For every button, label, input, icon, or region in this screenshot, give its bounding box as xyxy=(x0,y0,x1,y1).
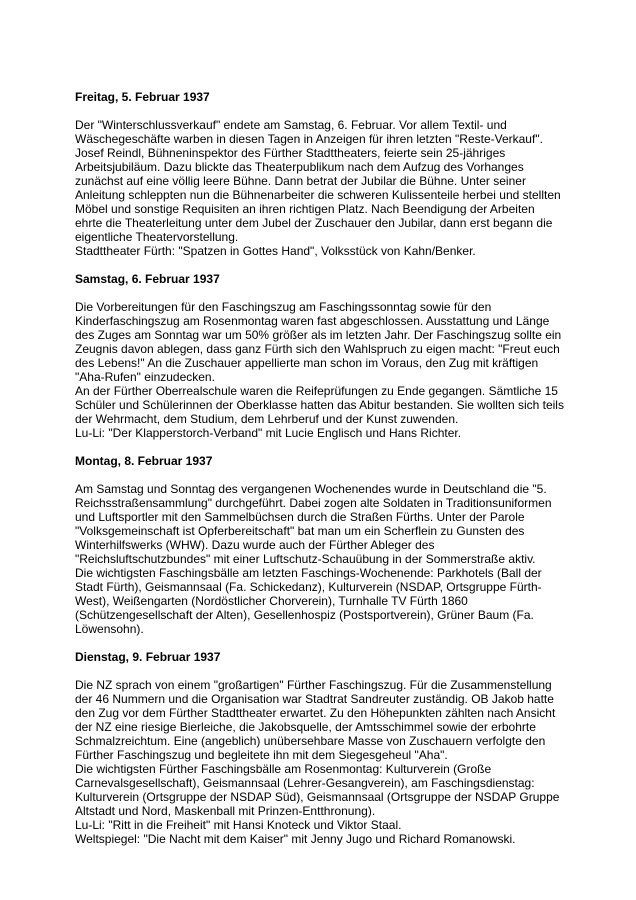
paragraph: An der Fürther Oberrealschule waren die Reifeprüfungen zu Ende gegangen. Sämtliche 15 Schüler und Schülerinnen der Oberklasse hatten das Abitur bestanden. Sie wollten sich teils der Wehrmacht, dem Studium, dem Lehrberuf und der Kunst zuwenden. xyxy=(75,384,564,426)
section-heading: Montag, 8. Februar 1937 xyxy=(75,454,213,468)
section-heading: Samstag, 6. Februar 1937 xyxy=(75,272,220,286)
paragraph: Die Vorbereitungen für den Faschingszug am Faschingssonntag sowie für den Kinderfaschingszug am Rosenmontag waren fast abgeschlossen. Ausstattung und Länge des Zuges am Sonntag war um 50% größer als im letzten Jahr. Der Faschingszug sollte ein Zeugnis davon ablegen, dass ganz Fürth sich den Wahlspruch zu eigen macht: "Freut euch des Lebens!" An die Zuschauer appellierte man schon im Voraus, den Zug mit kräftigen "Aha-Rufen" einzudecken. xyxy=(75,300,562,384)
paragraph: Weltspiegel: "Die Nacht mit dem Kaiser" mit Jenny Jugo und Richard Romanowski. xyxy=(75,832,516,846)
document-content xyxy=(75,90,565,846)
paragraph: Stadttheater Fürth: "Spatzen in Gottes Hand", Volksstück von Kahn/Benker. xyxy=(75,244,476,258)
section-heading: Freitag, 5. Februar 1937 xyxy=(75,90,210,104)
section-heading: Dienstag, 9. Februar 1937 xyxy=(75,650,221,664)
paragraph: Lu-Li: "Der Klapperstorch-Verband" mit Lucie Englisch und Hans Richter. xyxy=(75,426,462,440)
paragraph: Die wichtigsten Faschingsbälle am letzten Faschings-Wochenende: Parkhotels (Ball der Stadt Fürth), Geismannsaal (Fa. Schickedanz), Kulturverein (NSDAP, Ortsgruppe Fürth-West), Weißengarten (Nordöstlicher Chorverein), Turnhalle TV Fürth 1860 (Schützengesellschaft der Alten), Gesellenhospiz (Postsportverein), Grüner Baum (Fa. Löwensohn). xyxy=(75,566,542,636)
section-montag-8-februar-1937 xyxy=(75,454,565,636)
paragraph: Der "Winterschlussverkauf" endete am Samstag, 6. Februar. Vor allem Textil- und Wäschegeschäfte warben in diesen Tagen in Anzeigen für ihren letzten "Reste-Verkauf". Josef Reindl, Bühneninspektor des Fürther Stadttheaters, feierte sein 25-jähriges Arbeitsjubiläum. Dazu blickte das Theaterpublikum nach dem Aufzug des Vorhanges zunächst auf eine völlig leere Bühne. Dann betrat der Jubilar die Bühne. Unter seiner Anleitung schleppten nun die Bühnenarbeiter die schweren Kulissenteile herbei und stellten Möbel und sonstige Requisiten an ihren richtigen Platz. Nach Beendigung der Arbeiten ehrte die Theaterleitung unter dem Jubel der Zuschauer den Jubilar, dann erst begann die eigentliche Theatervorstellung. xyxy=(75,118,561,244)
paragraph: Lu-Li: "Ritt in die Freiheit" mit Hansi Knoteck und Viktor Staal. xyxy=(75,818,402,832)
paragraph: Am Samstag und Sonntag des vergangenen Wochenendes wurde in Deutschland die "5. Reichsstraßensammlung" durchgeführt. Dabei zogen alte Soldaten in Traditionsuniformen und Luftsportler mit den Sammelbüchsen durch die Straßen Fürths. Unter der Parole "Volksgemeinschaft ist Opferbereitschaft" bat man um ein Scherflein zu Gunsten des Winterhilfswerks (WHW). Dazu wurde auch der Fürther Ableger des "Reichsluftschutzbundes" mit einer Luftschutz-Schauübung in der Sommerstraße aktiv. xyxy=(75,482,552,566)
section-dienstag-9-februar-1937 xyxy=(75,650,565,846)
section-samstag-6-februar-1937 xyxy=(75,272,565,440)
paragraph: Die wichtigsten Fürther Faschingsbälle am Rosenmontag: Kulturverein (Große Carnevalsgesellschaft), Geismannsaal (Lehrer-Gesangverein), am Faschingsdienstag: Kulturverein (Ortsgruppe der NSDAP Süd), Geismannsaal (Ortsgruppe der NSDAP Gruppe Altstadt und Nord, Maskenball mit Prinzen-Entthronung). xyxy=(75,762,560,818)
section-freitag-5-februar-1937 xyxy=(75,90,565,258)
paragraph: Die NZ sprach von einem "großartigen" Fürther Faschingszug. Für die Zusammenstellung der 46 Nummern und die Organisation war Stadtrat Sandreuter zuständig. OB Jakob hatte den Zug vor dem Fürther Stadttheater erwartet. Zu den Höhepunkten zählten nach Ansicht der NZ eine riesige Bierleiche, die Jakobsquelle, der Amtsschimmel sowie der erbohrte Schmalzreichtum. Eine (angeblich) unübersehbare Masse von Zuschauern verfolgte den Fürther Faschingszug und begleitete ihn mit dem Siegesgeheul "Aha". xyxy=(75,678,556,762)
